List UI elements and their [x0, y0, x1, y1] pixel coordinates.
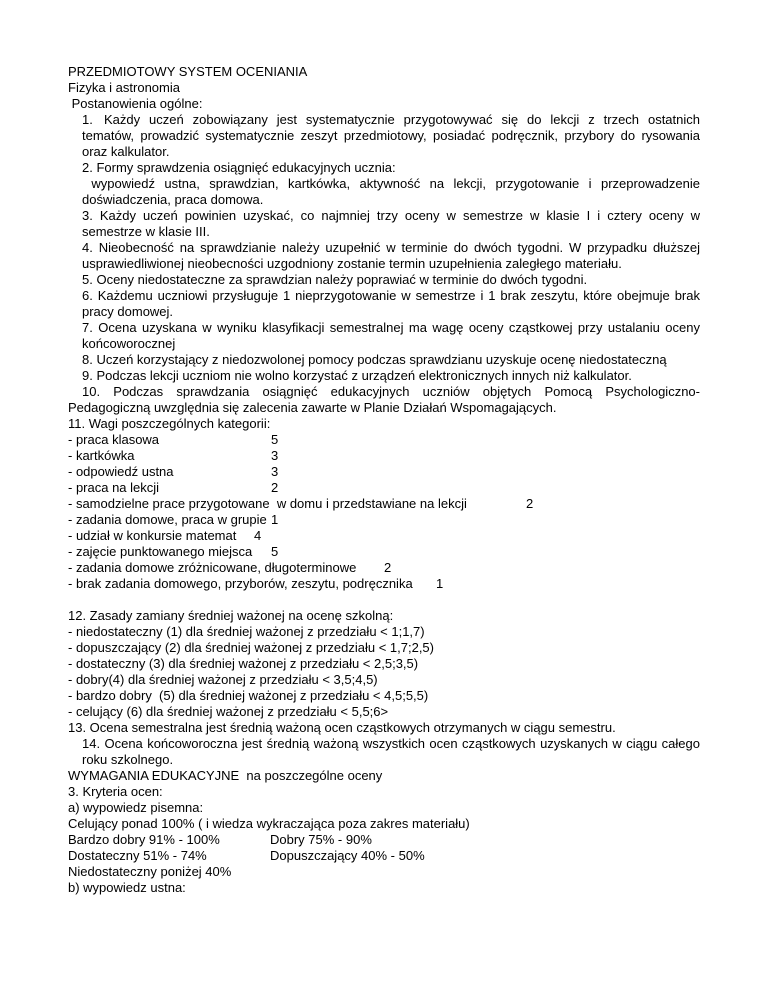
grading-rule: - dopuszczający (2) dla średniej ważonej z przedziału < 1,7;2,5) — [68, 640, 434, 655]
weight-value: 5 — [271, 432, 279, 447]
weight-label: - zadania domowe zróżnicowane, długoterminowe — [68, 560, 357, 575]
rule-10-line-2: Pedagogiczną uwzględnia się zalecenia zawarte w Planie Działań Wspomagających. — [68, 400, 557, 415]
weight-label: - zadania domowe, praca w grupie — [68, 512, 267, 527]
grading-rule: - bardzo dobry (5) dla średniej ważonej z przedziału < 4,5;5,5) — [68, 688, 429, 703]
rule-1-line-2: tematów, prowadzić systematycznie zeszyt przedmiotowy, posiadać podręcznik, przybory do rysowania — [82, 128, 700, 143]
weight-value: 3 — [271, 464, 279, 479]
rule-2-line-2: wypowiedź ustna, sprawdzian, kartkówka, aktywność na lekcji, przygotowanie i przeprowadzenie — [82, 176, 700, 191]
oral-heading: b) wypowiedz ustna: — [68, 880, 186, 895]
rule-1-line-1: Każdy uczeń zobowiązany jest systematycznie przygotowywać się do lekcji z trzech ostatnich — [104, 112, 700, 127]
rule-5: 5. Oceny niedostateczne za sprawdzian należy poprawiać w terminie do dwóch tygodni. — [82, 272, 588, 287]
weight-label: - odpowiedź ustna — [68, 464, 174, 479]
weight-label: - kartkówka — [68, 448, 135, 463]
grade-dostateczny: Dostateczny 51% - 74% — [68, 848, 207, 863]
rule-7-line-2: końcoworocznej — [82, 336, 176, 351]
rule-4-line-1: 4. Nieobecność na sprawdzianie należy uzupełnić w terminie do dwóch tygodni. W przypadku dłuższej — [82, 240, 700, 255]
rule-6-line-2: pracy domowej. — [82, 304, 174, 319]
weight-value: 2 — [384, 560, 392, 575]
grading-rule: - niedostateczny (1) dla średniej ważonej z przedziału < 1;1,7) — [68, 624, 425, 639]
weight-label: - praca na lekcji — [68, 480, 160, 495]
rule-14-line-1: 14. Ocena końcoworoczna jest średnią ważoną wszystkich ocen cząstkowych uzyskanych w ciągu całego — [82, 736, 700, 751]
general-heading: Postanowienia ogólne: — [68, 96, 203, 111]
grade-celujacy: Celujący ponad 100% ( i wiedza wykraczająca poza zakres materiału) — [68, 816, 470, 831]
weight-label: - praca klasowa — [68, 432, 160, 447]
weight-label: - brak zadania domowego, przyborów, zeszytu, podręcznika — [68, 576, 413, 591]
grading-rule: - celujący (6) dla średniej ważonej z przedziału < 5,5;6> — [68, 704, 389, 719]
rule-9: 9. Podczas lekcji uczniom nie wolno korzystać z urządzeń elektronicznych innych niż kalkulator. — [82, 368, 632, 383]
rule-2-line-1: 2. Formy sprawdzenia osiągnięć edukacyjnych ucznia: — [82, 160, 396, 175]
weight-label: - udział w konkursie matemat — [68, 528, 237, 543]
rule-1-line-3: oraz kalkulator. — [82, 144, 170, 159]
rule-3-line-2: semestrze w klasie III. — [82, 224, 210, 239]
weights-heading: 11. Wagi poszczególnych kategorii: — [68, 416, 271, 431]
written-heading: a) wypowiedz pisemna: — [68, 800, 204, 815]
grading-heading: 12. Zasady zamiany średniej ważonej na ocenę szkolną: — [68, 608, 394, 623]
weight-value: 2 — [526, 496, 534, 511]
rule-3-line-1: 3. Każdy uczeń powinien uzyskać, co najmniej trzy oceny w semestrze w klasie I i cztery oceny w — [82, 208, 700, 223]
weight-label: - samodzielne prace przygotowane w domu i przedstawiane na lekcji — [68, 496, 467, 511]
grading-rule: - dostateczny (3) dla średniej ważonej z przedziału < 2,5;3,5) — [68, 656, 419, 671]
document-title: PRZEDMIOTOWY SYSTEM OCENIANIA — [68, 64, 308, 79]
grading-rule: - dobry(4) dla średniej ważonej z przedziału < 3,5;4,5) — [68, 672, 378, 687]
weight-label: - zajęcie punktowanego miejsca — [68, 544, 253, 559]
rule-13: 13. Ocena semestralna jest średnią ważoną ocen cząstkowych otrzymanych w ciągu semestru. — [68, 720, 616, 735]
rule-7-line-1: 7. Ocena uzyskana w wyniku klasyfikacji semestralnej ma wagę oceny cząstkowej przy ustalaniu oceny — [82, 320, 700, 335]
subject-line: Fizyka i astronomia — [68, 80, 180, 95]
grade-dobry: Dobry 75% - 90% — [270, 832, 372, 847]
rule-4-line-2: usprawiedliwionej nieobecności uzgodniony zostanie termin uzupełnienia zaległego materiału. — [82, 256, 622, 271]
weight-value: 1 — [436, 576, 444, 591]
weight-value: 5 — [271, 544, 279, 559]
weight-value: 1 — [271, 512, 279, 527]
requirements-heading: WYMAGANIA EDUKACYJNE na poszczególne oceny — [68, 768, 383, 783]
rule-2-line-3: doświadczenia, praca domowa. — [82, 192, 264, 207]
grade-niedostateczny: Niedostateczny poniżej 40% — [68, 864, 232, 879]
rule-8: 8. Uczeń korzystający z niedozwolonej pomocy podczas sprawdzianu uzyskuje ocenę niedostateczną — [82, 352, 667, 367]
rule-10-line-1: 10. Podczas sprawdzania osiągnięć edukacyjnych uczniów objętych Pomocą Psychologiczno- — [82, 384, 700, 399]
rule-14-line-2: roku szkolnego. — [82, 752, 174, 767]
rule-6-line-1: 6. Każdemu uczniowi przysługuje 1 nieprzygotowanie w semestrze i 1 brak zeszytu, które obejmuje brak — [82, 288, 700, 303]
rule-1-number: 1. — [82, 112, 93, 127]
weight-value: 4 — [254, 528, 262, 543]
weight-value: 3 — [271, 448, 279, 463]
grade-bardzo-dobry: Bardzo dobry 91% - 100% — [68, 832, 220, 847]
criteria-heading: 3. Kryteria ocen: — [68, 784, 163, 799]
grade-dopuszczajacy: Dopuszczający 40% - 50% — [270, 848, 425, 863]
weight-value: 2 — [271, 480, 279, 495]
